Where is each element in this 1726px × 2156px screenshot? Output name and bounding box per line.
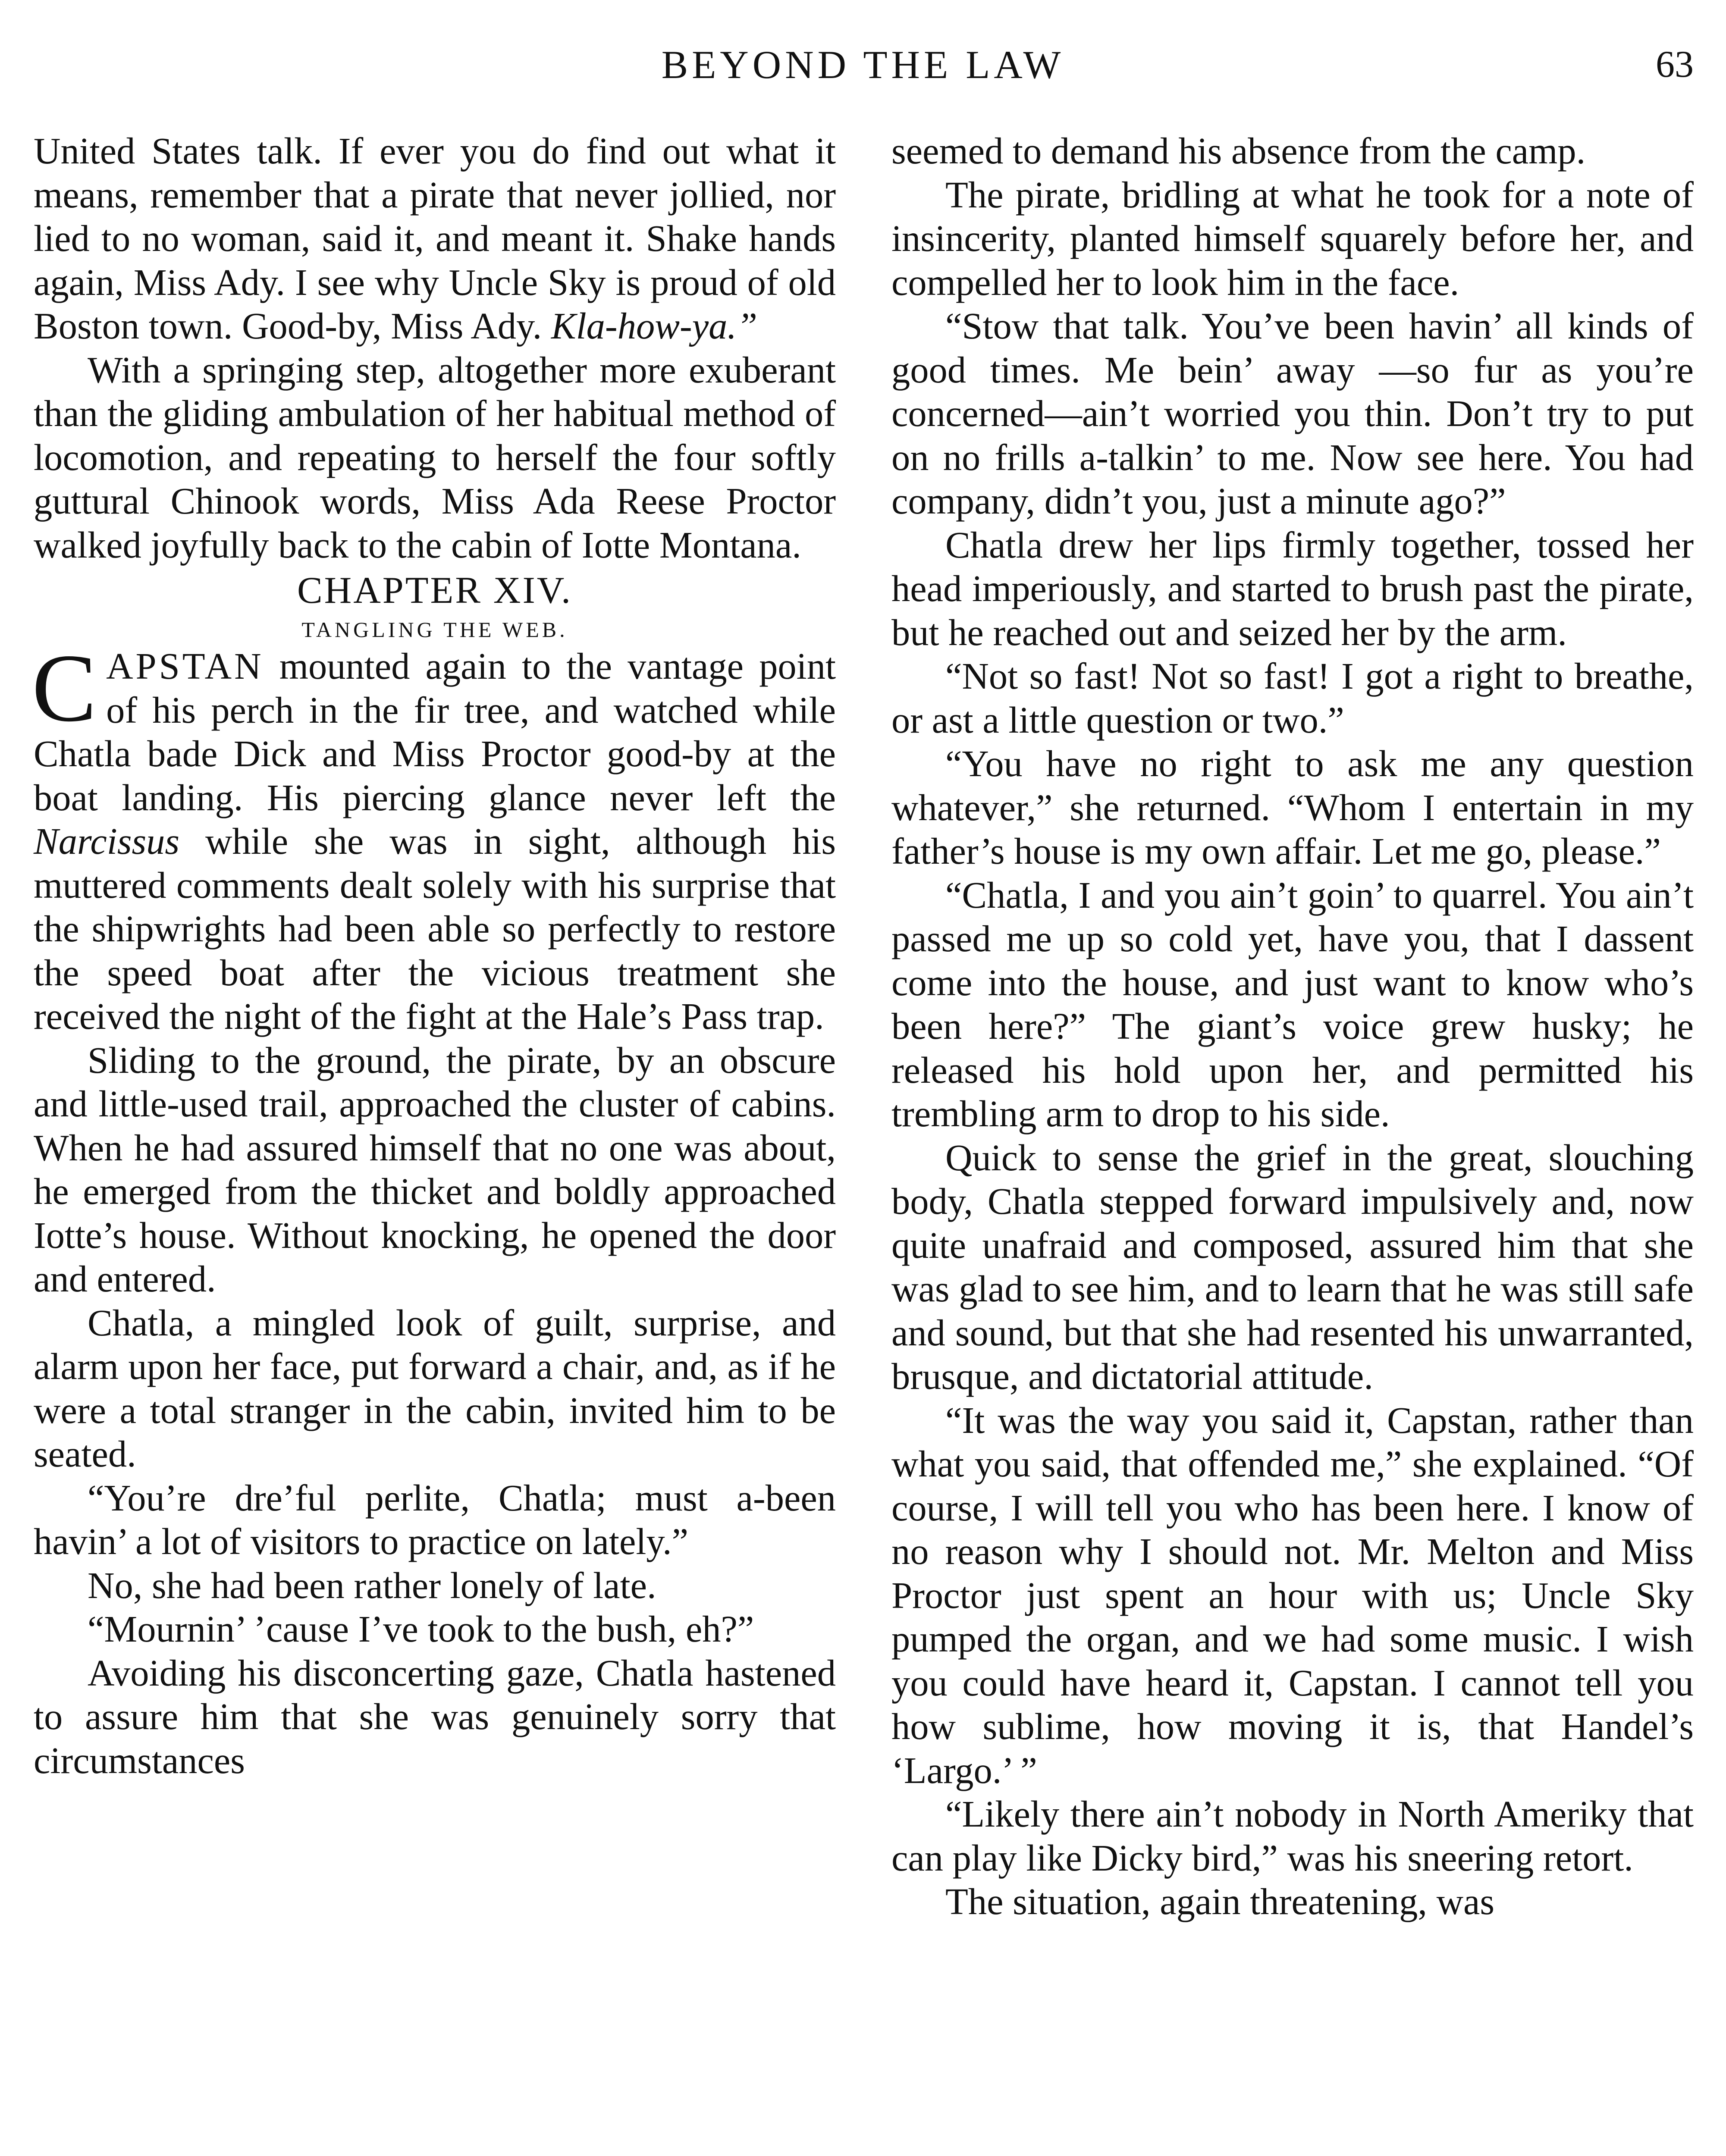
drop-cap: C <box>32 634 97 742</box>
paragraph: “Mournin’ ’cause I’ve took to the bush, eh?” <box>88 1608 754 1650</box>
page-number: 63 <box>1656 44 1694 85</box>
paragraph: Quick to sense the grief in the great, slouching body, Chatla stepped forward impulsively and, now quite unafraid and composed, assured him that she was glad to see him, and to learn that he was still safe and sound, but that she had resented his unwarranted, brusque, and dictatorial attitude. <box>891 1137 1694 1397</box>
running-head-title: BEYOND THE LAW <box>661 43 1065 87</box>
paragraph: No, she had been rather lonely of late. <box>88 1564 656 1606</box>
paragraph: The pirate, bridling at what he took for a note of insincerity, planted himself squarely before her, and compelled her to look him in the face. <box>891 174 1694 303</box>
paragraph: “It was the way you said it, Capstan, rather than what you said, that offended me,” she explained. “Of course, I will tell you who has been here. I know of no reason why I should not. Mr. Melton and Miss Proctor just spent an hour with us; Uncle Sky pumped the organ, and we had some music. I wish you could have heard it, Capstan. I cannot tell you how sublime, how moving it is, that Handel’s ‘Largo.’ ” <box>891 1399 1694 1791</box>
right-column <box>891 129 1694 1924</box>
paragraph: The situation, again threatening, was <box>945 1881 1495 1922</box>
paragraph: Chatla drew her lips firmly together, tossed her head imperiously, and started to brush past the pirate, but he reached out and seized her by the arm. <box>891 524 1694 653</box>
italic-phrase: Kla-how-ya.” <box>551 305 758 347</box>
chapter-subtitle: TANGLING THE WEB. <box>301 617 568 642</box>
paragraph: “Not so fast! Not so fast! I got a right to breathe, or ast a little question or two.” <box>891 655 1694 741</box>
paragraph: Chatla, a mingled look of guilt, surprise, and alarm upon her face, put forward a chair, and, as if he were a total stranger in the cabin, invited him to be seated. <box>34 1302 836 1475</box>
paragraph: Avoiding his disconcerting gaze, Chatla hastened to assure him that she was genuinely sorry that circumstances <box>34 1652 836 1781</box>
paragraph: Sliding to the ground, the pirate, by an obscure and little-used trail, approached the cluster of cabins. When he had assured himself that no one was about, he emerged from the thicket and boldly approached Iotte’s house. Without knocking, he opened the door and entered. <box>34 1039 836 1300</box>
running-head <box>32 37 1694 93</box>
paragraph: With a springing step, altogether more exuberant than the gliding ambulation of her habitual method of locomotion, and repeating to herself the four softly guttural Chinook words, Miss Ada Reese Proctor walked joyfully back to the cabin of Iotte Montana. <box>34 349 836 566</box>
boat-name: Narcissus <box>34 821 180 862</box>
paragraph: “Likely there ain’t nobody in North Ameriky that can play like Dicky bird,” was his sneering retort. <box>891 1793 1694 1879</box>
paragraph <box>34 129 836 348</box>
paragraph-text: while she was in sight, although his muttered comments dealt solely with his surprise that the shipwrights had been able so perfectly to restore the speed boat after the vicious treatment she received the night of the fight at the Hale’s Pass trap. <box>34 821 836 1037</box>
paragraph: seemed to demand his absence from the camp. <box>891 130 1586 172</box>
left-column <box>34 129 836 1783</box>
paragraph: “Stow that talk. You’ve been havin’ all kinds of good times. Me bein’ away —so fur as you’re concerned—ain’t worried you thin. Don’t try to put on no frills a-talkin’ to me. Now see here. You had company, didn’t you, just a minute ago?” <box>891 305 1694 522</box>
paragraph-text: United States talk. If ever you do find out what it means, remember that a pirate that never jollied, nor lied to no woman, said it, and meant it. Shake hands again, Miss Ady. I see why Uncle Sky is proud of old Boston town. Good-by, Miss Ady. <box>34 130 836 347</box>
chapter-title: CHAPTER XIV. <box>297 570 572 611</box>
paragraph: “Chatla, I and you ain’t goin’ to quarrel. You ain’t passed me up so cold yet, have you, that I dassent come into the house, and just want to know who’s been here?” The giant’s voice grew husky; he released his hold upon her, and permitted his trembling arm to drop to his side. <box>891 874 1694 1134</box>
lead-word: APSTAN <box>106 646 264 687</box>
chapter-opening-paragraph <box>32 634 836 1039</box>
paragraph-text: mounted again to the vantage point of his perch in the fir tree, and watched while Chatla bade Dick and Miss Proctor good-by at the boat landing. His piercing glance never left the <box>34 646 836 818</box>
paragraph: “You have no right to ask me any question whatever,” she returned. “Whom I entertain in my father’s house is my own affair. Let me go, please.” <box>891 743 1694 872</box>
paragraph: “You’re dre’ful perlite, Chatla; must a-been havin’ a lot of visitors to practice on lately.” <box>34 1477 836 1562</box>
